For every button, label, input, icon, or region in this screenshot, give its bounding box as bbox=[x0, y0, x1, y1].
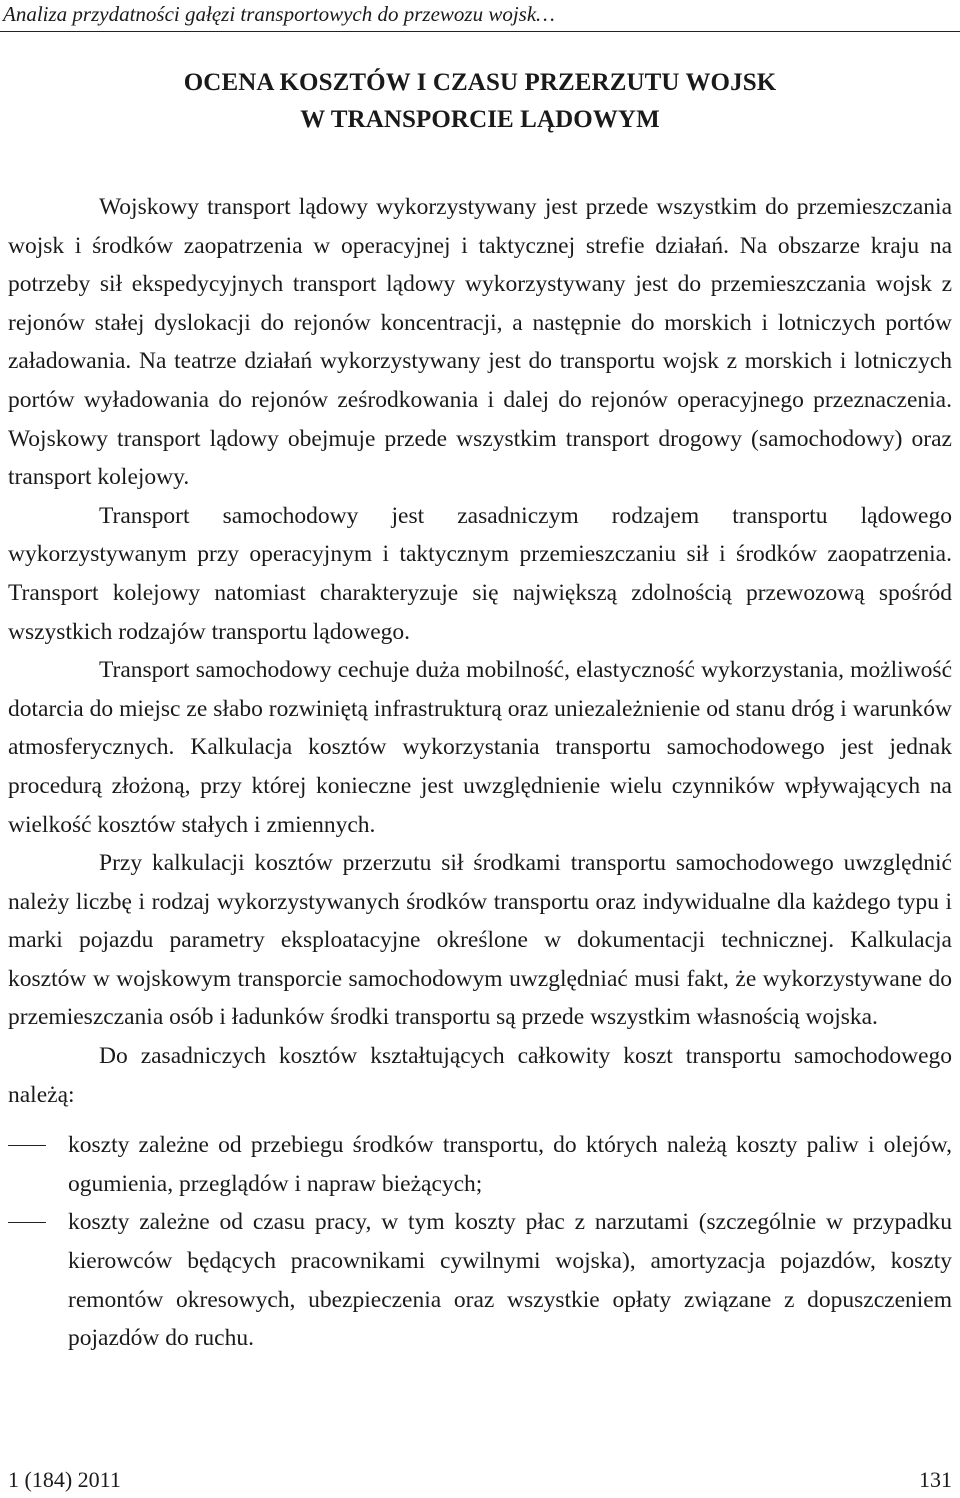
list-item bbox=[8, 1126, 952, 1203]
list-item-text: koszty zależne od przebiegu środków transportu, do których należą koszty paliw i olejów, ogumienia, przeglądów i napraw bieżących; bbox=[68, 1132, 952, 1197]
running-header bbox=[0, 0, 960, 32]
title-line-1: OCENA KOSZTÓW I CZASU PRZERZUTU WOJSK bbox=[183, 69, 777, 96]
paragraph-5: Do zasadniczych kosztów kształtujących całkowity koszt transportu samochodowego należą: bbox=[8, 1043, 952, 1108]
article-body bbox=[8, 188, 952, 1358]
article-title bbox=[0, 64, 960, 138]
paragraph-1: Wojskowy transport lądowy wykorzystywany jest przede wszystkim do przemieszczania wojsk i środków zaopatrzenia w operacyjnej i taktycznej strefie działań. Na obszarze kraju na potrzeby sił ekspedycyjnych transport lądowy wykorzystywany jest do przemieszczania wojsk z rejonów stałej dyslokacji do rejonów koncentracji, a następnie do morskich i lotniczych portów załadowania. Na teatrze działań wykorzystywany jest do transportu wojsk z morskich i lotniczych portów wyładowania do rejonów ześrodkowania i dalej do rejonów operacyjnego przeznaczenia. Wojskowy transport lądowy obejmuje przede wszystkim transport drogowy (samochodowy) oraz transport kolejowy. bbox=[8, 194, 952, 491]
paragraph-3: Transport samochodowy cechuje duża mobilność, elastyczność wykorzystania, możliwość dotarcia do miejsc ze słabo rozwiniętą infrastrukturą oraz uniezależnienie od stanu dróg i warunków atmosferycznych. Kalkulacja kosztów wykorzystania transportu samochodowego jest jednak procedurą złożoną, przy której konieczne jest uwzględnienie wielu czynników wpływających na wielkość kosztów stałych i zmiennych. bbox=[8, 657, 952, 838]
paragraph-4: Przy kalkulacji kosztów przerzutu sił środkami transportu samochodowego uwzględnić należy liczbę i rodzaj wykorzystywanych środków transportu oraz indywidualne dla każdego typu i marki pojazdu parametry eksploatacyjne określone w dokumentacji technicznej. Kalkulacja kosztów w wojskowym transporcie samochodowym uwzględniać musi fakt, że wykorzystywane do przemieszczania osób i ładunków środki transportu są przede wszystkim własnością wojska. bbox=[8, 850, 952, 1031]
page-number: 131 bbox=[919, 1467, 952, 1492]
paragraph-2: Transport samochodowy jest zasadniczym rodzajem transportu lądowego wykorzystywanym przy operacyjnym i taktycznym przemieszczaniu sił i środków zaopatrzenia. Transport kolejowy natomiast charakteryzuje się największą zdolnością przewozową spośród wszystkich rodzajów transportu lądowego. bbox=[8, 502, 952, 645]
running-title: Analiza przydatności gałęzi transportowych do przewozu wojsk… bbox=[3, 2, 555, 26]
cost-list bbox=[8, 1126, 952, 1358]
list-item bbox=[8, 1203, 952, 1357]
issue-number: 1 (184) 2011 bbox=[8, 1467, 121, 1492]
title-line-2: W TRANSPORCIE LĄDOWYM bbox=[300, 106, 660, 133]
list-item-text: koszty zależne od czasu pracy, w tym koszty płac z narzutami (szczególnie w przypadku kierowców będących pracownikami cywilnymi wojska), amortyzacja pojazdów, koszty remontów okresowych, ubezpieczenia oraz wszystkie opłaty związane z dopuszczeniem pojazdów do ruchu. bbox=[68, 1209, 952, 1352]
